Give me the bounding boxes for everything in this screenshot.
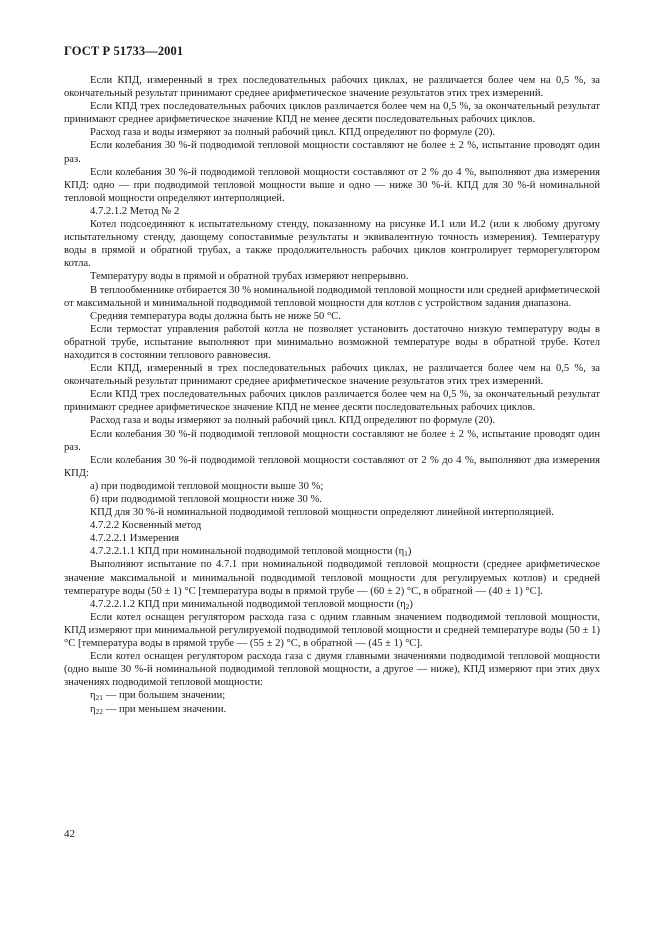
document-body bbox=[64, 74, 600, 716]
heading-close: ) bbox=[409, 598, 413, 610]
subscript: 1 bbox=[404, 549, 408, 559]
list-item: б) при подводимой тепловой мощности ниже 30 %. bbox=[90, 494, 322, 505]
definition-text: — при меньшем значении. bbox=[103, 703, 227, 715]
section-heading: 4.7.2.1.2 Метод № 2 bbox=[90, 205, 180, 217]
paragraph: Если КПД, измеренный в трех последовательных рабочих циклах, не различается более чем на 0,5 %, за окончательный результат принимают среднее арифметическое значение результатов этих трех измерений. bbox=[64, 363, 600, 388]
definition-item bbox=[64, 703, 600, 716]
paragraph: Если котел оснащен регулятором расхода газа с одним главным значением подводимой тепловой мощности, КПД измеряют при минимальной регулируемой подводимой тепловой мощности и средней температуре воды (50 ± 1) °С [температура воды в прямой трубе — (55 ± 2) °С, в обратной — (45 ± 1) °С]. bbox=[64, 611, 600, 650]
paragraph: Если КПД, измеренный в трех последовательных рабочих циклах, не различается более чем на 0,5 %, за окончательный результат принимают среднее арифметическое значение результатов этих трех измерений. bbox=[64, 75, 600, 100]
paragraph: Если КПД трех последовательных рабочих циклов различается более чем на 0,5 %, за окончательный результат принимают среднее арифметическое значение КПД не менее десяти последовательных рабочих циклов. bbox=[64, 389, 600, 414]
heading-text: 4.7.2.2.1.2 КПД при минимальной подводимой тепловой мощности (η bbox=[90, 598, 406, 610]
section-heading bbox=[64, 598, 600, 611]
paragraph: Котел подсоединяют к испытательному стенду, показанному на рисунке И.1 или И.2 (или к любому другому испытательному стенду, дающему сопоставимые результаты и эквивалентную точность измерения). Температуру воды в прямой и обратной трубах, а также продолжительность рабочих циклов контролирует терморегулятором котла. bbox=[64, 219, 600, 270]
paragraph: Выполняют испытание по 4.7.1 при номинальной подводимой тепловой мощности (среднее арифметическое значение максимальной и минимальной подводимой тепловой мощности для регулируемых котлов) и средней температуре воды (50 ± 1) °С [температура воды в прямой трубе — (60 ± 2) °С, в обратной — (40 ± 1) °С]. bbox=[64, 559, 600, 597]
paragraph: Если колебания 30 %-й подводимой тепловой мощности составляют не более ± 2 %, испытание проводят один раз. bbox=[64, 428, 600, 453]
heading-close: ) bbox=[407, 546, 412, 558]
section-heading bbox=[64, 545, 600, 558]
paragraph: Если термостат управления работой котла не позволяет установить достаточно низкую температуру воды в обратной трубе, испытание выполняют при минимально возможной температуре воды в обратной трубе. Котел находится в состоянии теплового равновесия. bbox=[64, 323, 600, 361]
eta-symbol: η bbox=[90, 703, 96, 715]
eta-symbol: η bbox=[90, 690, 96, 702]
paragraph: Температуру воды в прямой и обратной трубах измеряют непрерывно. bbox=[90, 271, 409, 283]
paragraph: Если колебания 30 %-й подводимой тепловой мощности составляют от 2 % до 4 %, выполняют два измерения КПД: bbox=[64, 454, 600, 479]
paragraph: Если КПД трех последовательных рабочих циклов различается более чем на 0,5 %, за окончательный результат принимают среднее арифметическое значение КПД не менее десяти последовательных рабочих циклов. bbox=[64, 101, 600, 126]
section-heading: 4.7.2.2 Косвенный метод bbox=[90, 520, 202, 532]
paragraph: Средняя температура воды должна быть не ниже 50 °С. bbox=[90, 310, 341, 322]
subscript: 21 bbox=[95, 693, 104, 703]
paragraph: В теплообменнике отбирается 30 % номинальной подводимой тепловой мощности или средней арифметической от максимальной и минимальной подводимой тепловой мощности для котлов с устройством задания диапазона. bbox=[64, 284, 601, 309]
subscript: 22 bbox=[95, 706, 104, 716]
paragraph: Расход газа и воды измеряют за полный рабочий цикл. КПД определяют по формуле (20). bbox=[90, 415, 496, 427]
definition-text: — при большем значении; bbox=[103, 690, 226, 702]
paragraph: КПД для 30 %-й номинальной подводимой тепловой мощности определяют линейной интерполяцией. bbox=[90, 507, 554, 519]
paragraph: Если котел оснащен регулятором расхода газа с двумя главными значениями подводимой тепловой мощности (одно выше 30 %-й номинальной подводимой тепловой мощности, а другое — ниже), КПД измеряют при этих двух значениях подводимой тепловой мощности: bbox=[64, 651, 600, 689]
list-item: а) при подводимой тепловой мощности выше 30 %; bbox=[90, 480, 324, 492]
paragraph: Расход газа и воды измеряют за полный рабочий цикл. КПД определяют по формуле (20). bbox=[90, 127, 496, 139]
standard-header: ГОСТ Р 51733—2001 bbox=[64, 44, 184, 58]
section-heading: 4.7.2.2.1 Измерения bbox=[90, 533, 180, 545]
paragraph: Если колебания 30 %-й подводимой тепловой мощности составляют от 2 % до 4 %, выполняют два измерения КПД: одно — при подводимой тепловой мощности выше и одно — ниже 30 %-й. КПД для 30 %-й номинальной тепловой мощности определяют интерполяцией. bbox=[64, 166, 600, 204]
definition-item bbox=[64, 689, 600, 702]
paragraph: Если колебания 30 %-й подводимой тепловой мощности составляют не более ± 2 %, испытание проводят один раз. bbox=[64, 140, 600, 165]
page-number: 42 bbox=[64, 828, 75, 840]
subscript: 2 bbox=[405, 601, 410, 611]
heading-text: 4.7.2.2.1.1 КПД при номинальной подводимой тепловой мощности (η bbox=[90, 546, 405, 558]
